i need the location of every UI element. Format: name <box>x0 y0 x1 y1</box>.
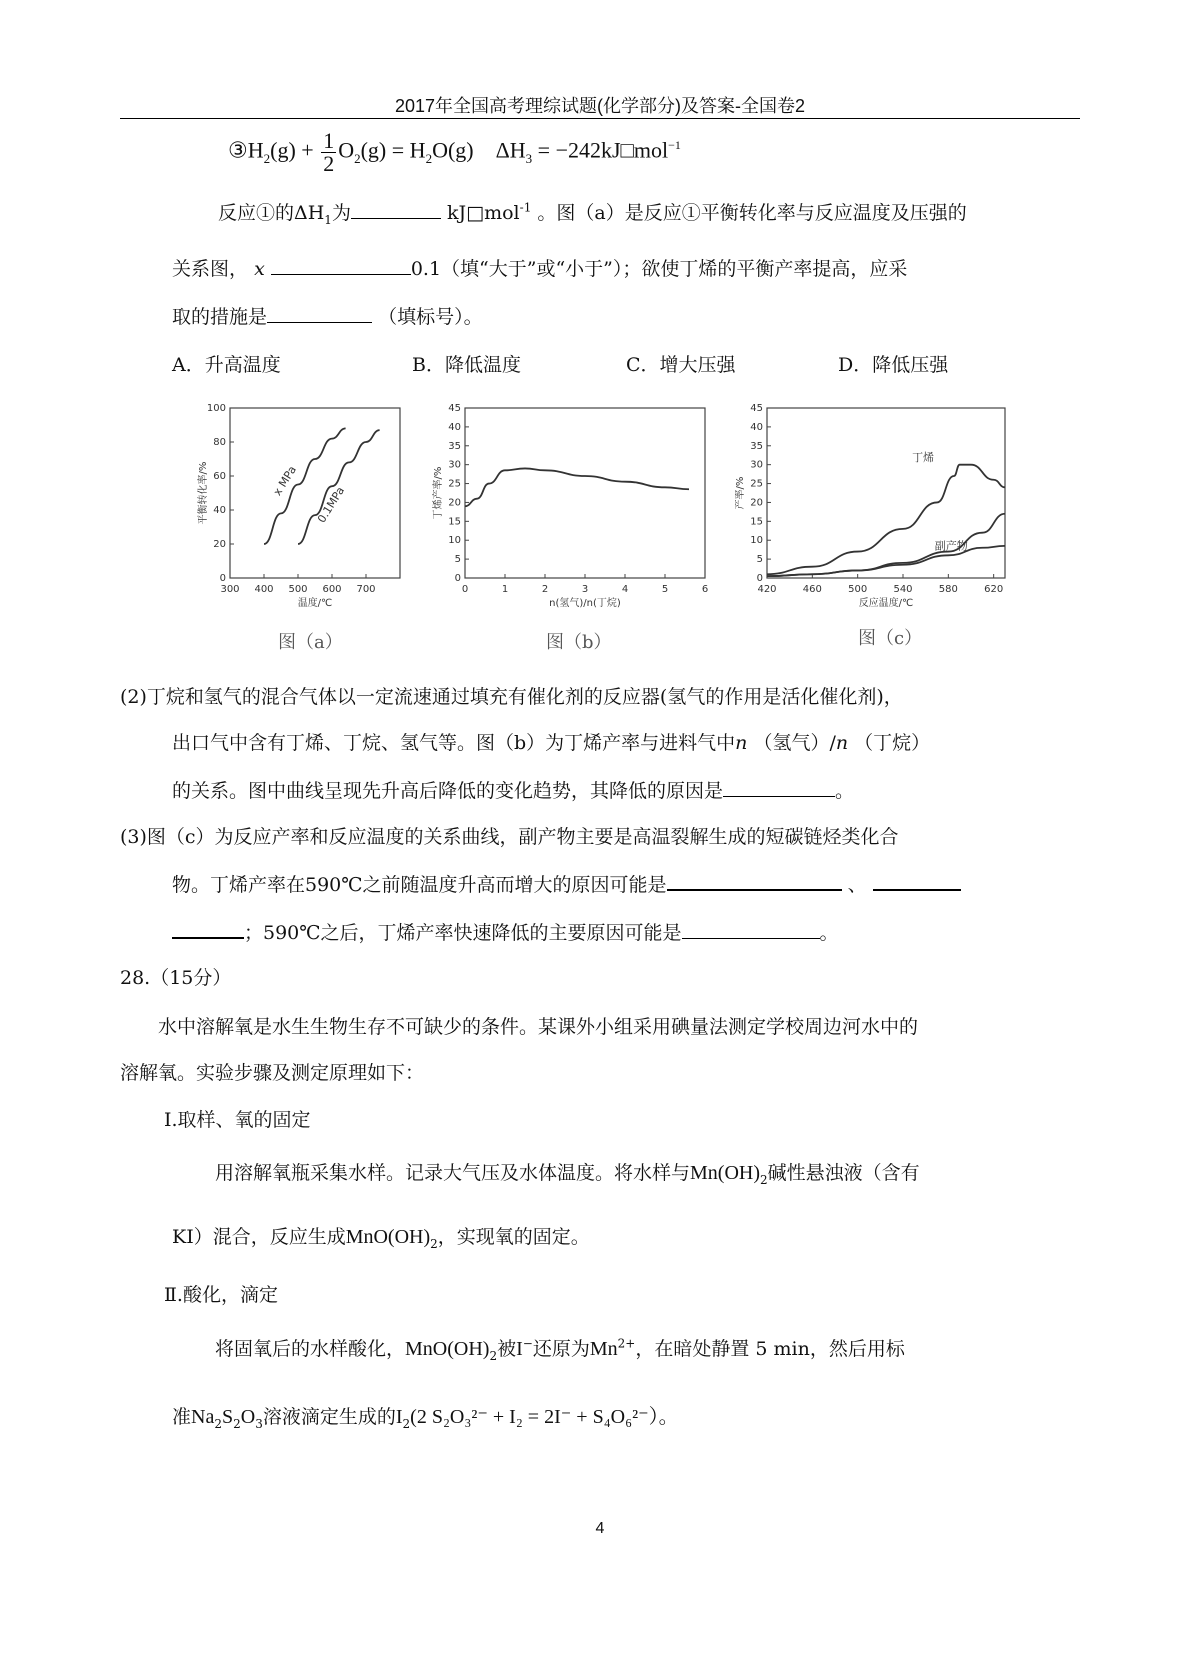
option-d: D．降低压强 <box>838 354 949 376</box>
y-tick-label: 15 <box>448 516 461 528</box>
series-line <box>465 468 689 506</box>
q28-p2: 溶解氧。实验步骤及测定原理如下： <box>120 1062 425 1084</box>
y-tick-label: 5 <box>454 554 461 566</box>
x-axis-label: 温度/℃ <box>297 598 333 609</box>
y-tick-label: 60 <box>213 471 226 482</box>
y-tick-label: 30 <box>750 459 763 471</box>
series-label: 0.1MPa <box>315 484 348 526</box>
y-tick-label: 15 <box>750 516 763 528</box>
q2-line2: 出口气中含有丁烯、丁烷、氢气等。图（b）为丁烯产率与进料气中n （氢气）/n （丁烷） <box>172 732 931 754</box>
y-axis-label: 产率/% <box>735 476 746 510</box>
x-tick-label: 6 <box>701 584 709 595</box>
q3-line3: ；590℃之后，丁烯产率快速降低的主要原因可能是 。 <box>172 918 839 945</box>
x-tick-label: 460 <box>802 584 822 595</box>
y-tick-label: 20 <box>448 497 461 509</box>
x-tick-label: 4 <box>621 584 629 595</box>
x-tick-label: 300 <box>220 584 240 595</box>
fig-a-label: 图（a） <box>278 632 343 653</box>
series-line <box>767 465 1005 575</box>
step1-title: Ⅰ.取样、氧的固定 <box>164 1109 311 1131</box>
option-c: C．增大压强 <box>626 354 736 376</box>
x-tick-label: 600 <box>322 584 342 595</box>
y-tick-label: 40 <box>213 505 226 516</box>
y-tick-label: 35 <box>750 440 763 452</box>
step1-line1: 用溶解氧瓶采集水样。记录大气压及水体温度。将水样与$Mn(OH)_2$碱性悬浊液（含有 <box>215 1162 920 1187</box>
x-tick-label: 3 <box>581 584 589 595</box>
page-number: 4 <box>595 1520 605 1537</box>
y-tick-label: 80 <box>213 437 226 448</box>
q1-line1: 反应①的$\Delta H_1$为 kJ□mol$^{-1}$ 。图（a）是反应①平衡转化率与反应温度及压强的 <box>218 200 967 227</box>
step2-title: Ⅱ.酸化，滴定 <box>164 1284 278 1306</box>
q3-line2: 物。丁烯产率在590℃之前随温度升高而增大的原因可能是 、 <box>172 870 961 897</box>
q2-line1: (2)丁烷和氢气的混合气体以一定流速通过填充有催化剂的反应器(氢气的作用是活化催化剂)， <box>120 686 903 708</box>
x-tick-label: 540 <box>893 584 913 595</box>
q3-line1: (3)图（c）为反应产率和反应温度的关系曲线，副产物主要是高温裂解生成的短碳链烃类化合 <box>120 826 899 848</box>
series-label: 丁烯 <box>912 450 935 464</box>
equation-3: $③H_2(g)$ + $\frac{1}{2}$ $O_2(g) = H_2O(g)$ $\Delta H_3$ = −242kJ□mol$^{-1}$ <box>228 128 681 176</box>
x-axis-label: 反应温度/℃ <box>858 598 914 609</box>
fig-c-label: 图（c） <box>858 628 923 649</box>
q28-p1: 水中溶解氧是水生生物生存不可缺少的条件。某课外小组采用碘量法测定学校周边河水中的 <box>158 1016 919 1038</box>
y-tick-label: 40 <box>448 421 461 433</box>
chart-a <box>180 398 410 628</box>
x-tick-label: 1 <box>501 584 509 595</box>
series-label: 副产物 <box>934 539 968 553</box>
y-axis-label: 平衡转化率/% <box>198 461 209 525</box>
y-tick-label: 35 <box>448 440 461 452</box>
y-tick-label: 0 <box>454 573 461 584</box>
x-tick-label: 500 <box>848 584 868 595</box>
q1-line2: 关系图， x 0.1（填“大于”或“小于”）；欲使丁烯的平衡产率提高，应采 <box>172 258 908 280</box>
page-header: 2017年全国高考理综试题(化学部分)及答案-全国卷2 <box>394 96 806 116</box>
y-tick-label: 30 <box>448 459 461 471</box>
step1-line2: KI）混合，反应生成$MnO(OH)_2$，实现氧的固定。 <box>172 1226 590 1251</box>
option-a: A．升高温度 <box>172 354 281 376</box>
y-tick-label: 45 <box>750 403 763 414</box>
y-tick-label: 5 <box>756 554 763 566</box>
option-b: B．降低温度 <box>412 354 521 376</box>
header-rule <box>120 118 1080 119</box>
chart-c <box>735 398 1015 628</box>
q1-line3: 取的措施是 （填标号）。 <box>172 306 483 328</box>
y-tick-label: 40 <box>750 421 763 433</box>
y-tick-label: 100 <box>206 403 226 414</box>
x-tick-label: 420 <box>757 584 777 595</box>
y-tick-label: 10 <box>448 535 461 547</box>
plot-frame <box>767 408 1005 578</box>
fig-b-label: 图（b） <box>546 632 612 653</box>
series-label: x MPa <box>270 463 300 498</box>
x-tick-label: 620 <box>984 584 1004 595</box>
chart-b <box>425 398 715 628</box>
x-tick-label: 2 <box>541 584 549 595</box>
y-tick-label: 25 <box>448 478 461 490</box>
y-axis-label: 丁烯产率/% <box>433 466 444 520</box>
step2-line1: 将固氧后的水样酸化，$MnO(OH)_2$被I−还原为$Mn^{2+}$，在暗处静置 5 min，然后用标 <box>215 1336 905 1363</box>
x-tick-label: 500 <box>288 584 308 595</box>
x-axis-label: n(氢气)/n(丁烷) <box>549 598 621 609</box>
x-tick-label: 5 <box>661 584 669 595</box>
y-tick-label: 25 <box>750 478 763 490</box>
x-tick-label: 0 <box>461 584 469 595</box>
x-tick-label: 400 <box>254 584 274 595</box>
y-tick-label: 0 <box>756 573 763 584</box>
step2-line2: 准$Na_2S_2O_3$溶液滴定生成的$I_2(2$ S₂O₃²⁻ + I₂ = 2I⁻ + S₄O₆²⁻）。 <box>172 1406 679 1431</box>
y-tick-label: 20 <box>213 539 226 550</box>
y-tick-label: 45 <box>448 403 461 414</box>
x-tick-label: 700 <box>356 584 376 595</box>
y-tick-label: 0 <box>219 573 226 584</box>
y-tick-label: 20 <box>750 497 763 509</box>
series-line <box>767 546 1005 576</box>
y-tick-label: 10 <box>750 535 763 547</box>
q2-line3: 的关系。图中曲线呈现先升高后降低的变化趋势，其降低的原因是 。 <box>172 780 855 802</box>
plot-frame <box>465 408 705 578</box>
q28-title: 28.（15分） <box>120 967 232 989</box>
x-tick-label: 580 <box>938 584 958 595</box>
